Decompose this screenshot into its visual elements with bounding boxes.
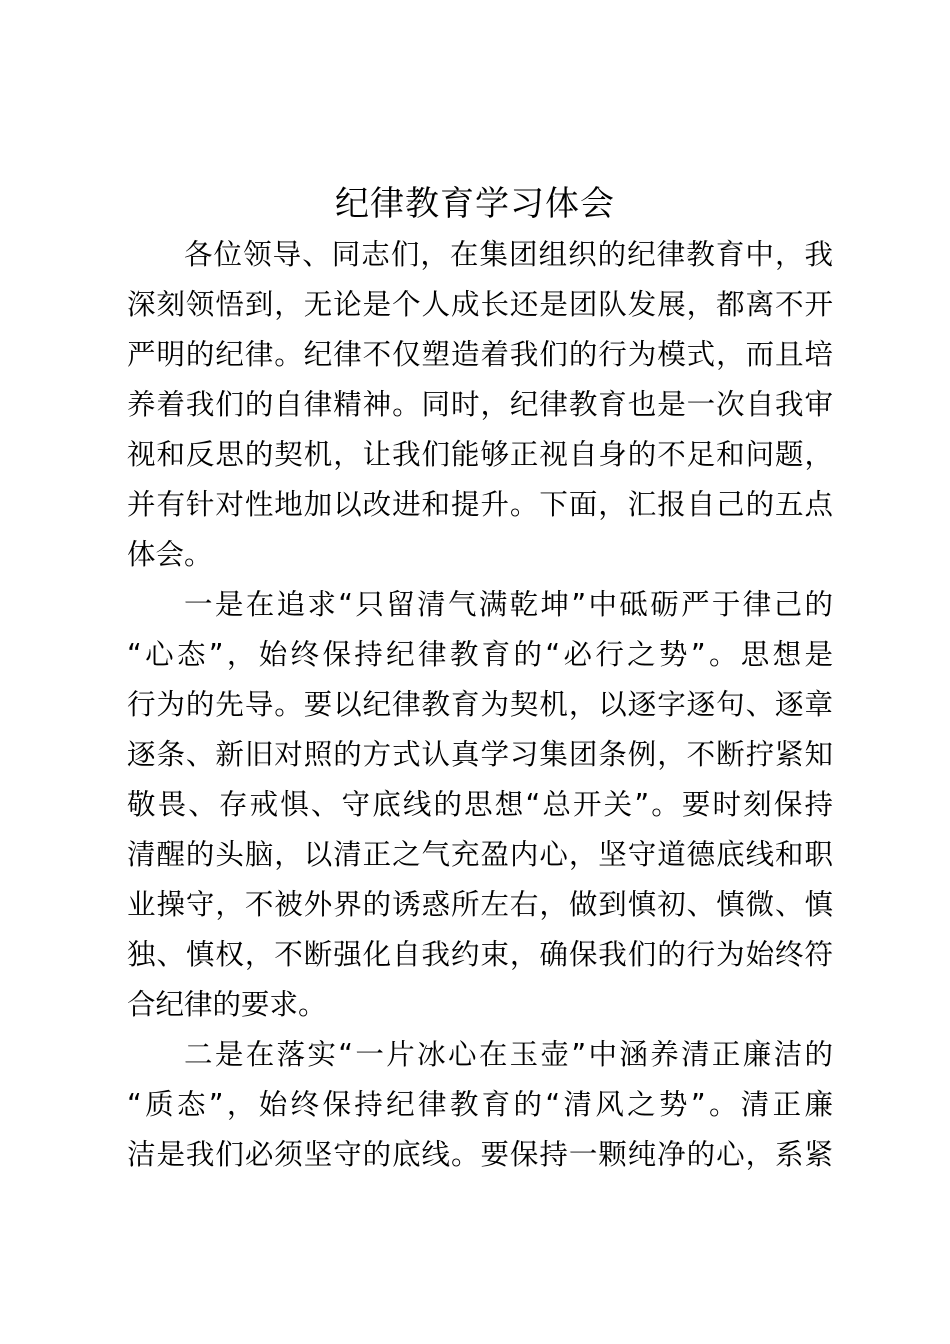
text-line: 逐条、新旧对照的方式认真学习集团条例，不断拧紧知 bbox=[127, 738, 833, 771]
text-line: 体会。 bbox=[127, 538, 213, 571]
text-line: 清醒的头脑，以清正之气充盈内心，坚守道德底线和职 bbox=[127, 838, 833, 871]
text-line: 严明的纪律。纪律不仅塑造着我们的行为模式，而且培 bbox=[127, 338, 833, 371]
text-line: 视和反思的契机，让我们能够正视自身的不足和问题， bbox=[127, 438, 833, 471]
text-line: 洁是我们必须坚守的底线。要保持一颗纯净的心，系紧 bbox=[127, 1138, 833, 1171]
text-line: 并有针对性地加以改进和提升。下面，汇报自己的五点 bbox=[127, 488, 833, 521]
text-line: 独、慎权，不断强化自我约束，确保我们的行为始终符 bbox=[127, 938, 833, 971]
text-line: 深刻领悟到，无论是个人成长还是团队发展，都离不开 bbox=[127, 288, 833, 321]
paragraph-intro bbox=[127, 230, 833, 580]
text-line: 合纪律的要求。 bbox=[127, 988, 327, 1021]
text-line: “质态”，始终保持纪律教育的“清风之势”。清正廉 bbox=[127, 1088, 833, 1121]
text-line: “心态”，始终保持纪律教育的“必行之势”。思想是 bbox=[127, 638, 833, 671]
paragraph-point-one bbox=[127, 580, 833, 1030]
text-line: 行为的先导。要以纪律教育为契机，以逐字逐句、逐章 bbox=[127, 688, 833, 721]
text-line: 业操守，不被外界的诱惑所左右，做到慎初、慎微、慎 bbox=[127, 888, 833, 921]
text-line: 养着我们的自律精神。同时，纪律教育也是一次自我审 bbox=[127, 388, 833, 421]
document-title: 纪律教育学习体会 bbox=[335, 184, 615, 224]
document-body bbox=[127, 230, 833, 1180]
text-line: 一是在追求“只留清气满乾坤”中砥砺严于律己的 bbox=[184, 588, 833, 621]
text-line: 二是在落实“一片冰心在玉壶”中涵养清正廉洁的 bbox=[184, 1038, 833, 1071]
paragraph-point-two bbox=[127, 1030, 833, 1180]
text-line: 敬畏、存戒惧、守底线的思想“总开关”。要时刻保持 bbox=[127, 788, 833, 821]
text-line: 各位领导、同志们，在集团组织的纪律教育中，我 bbox=[184, 238, 833, 271]
